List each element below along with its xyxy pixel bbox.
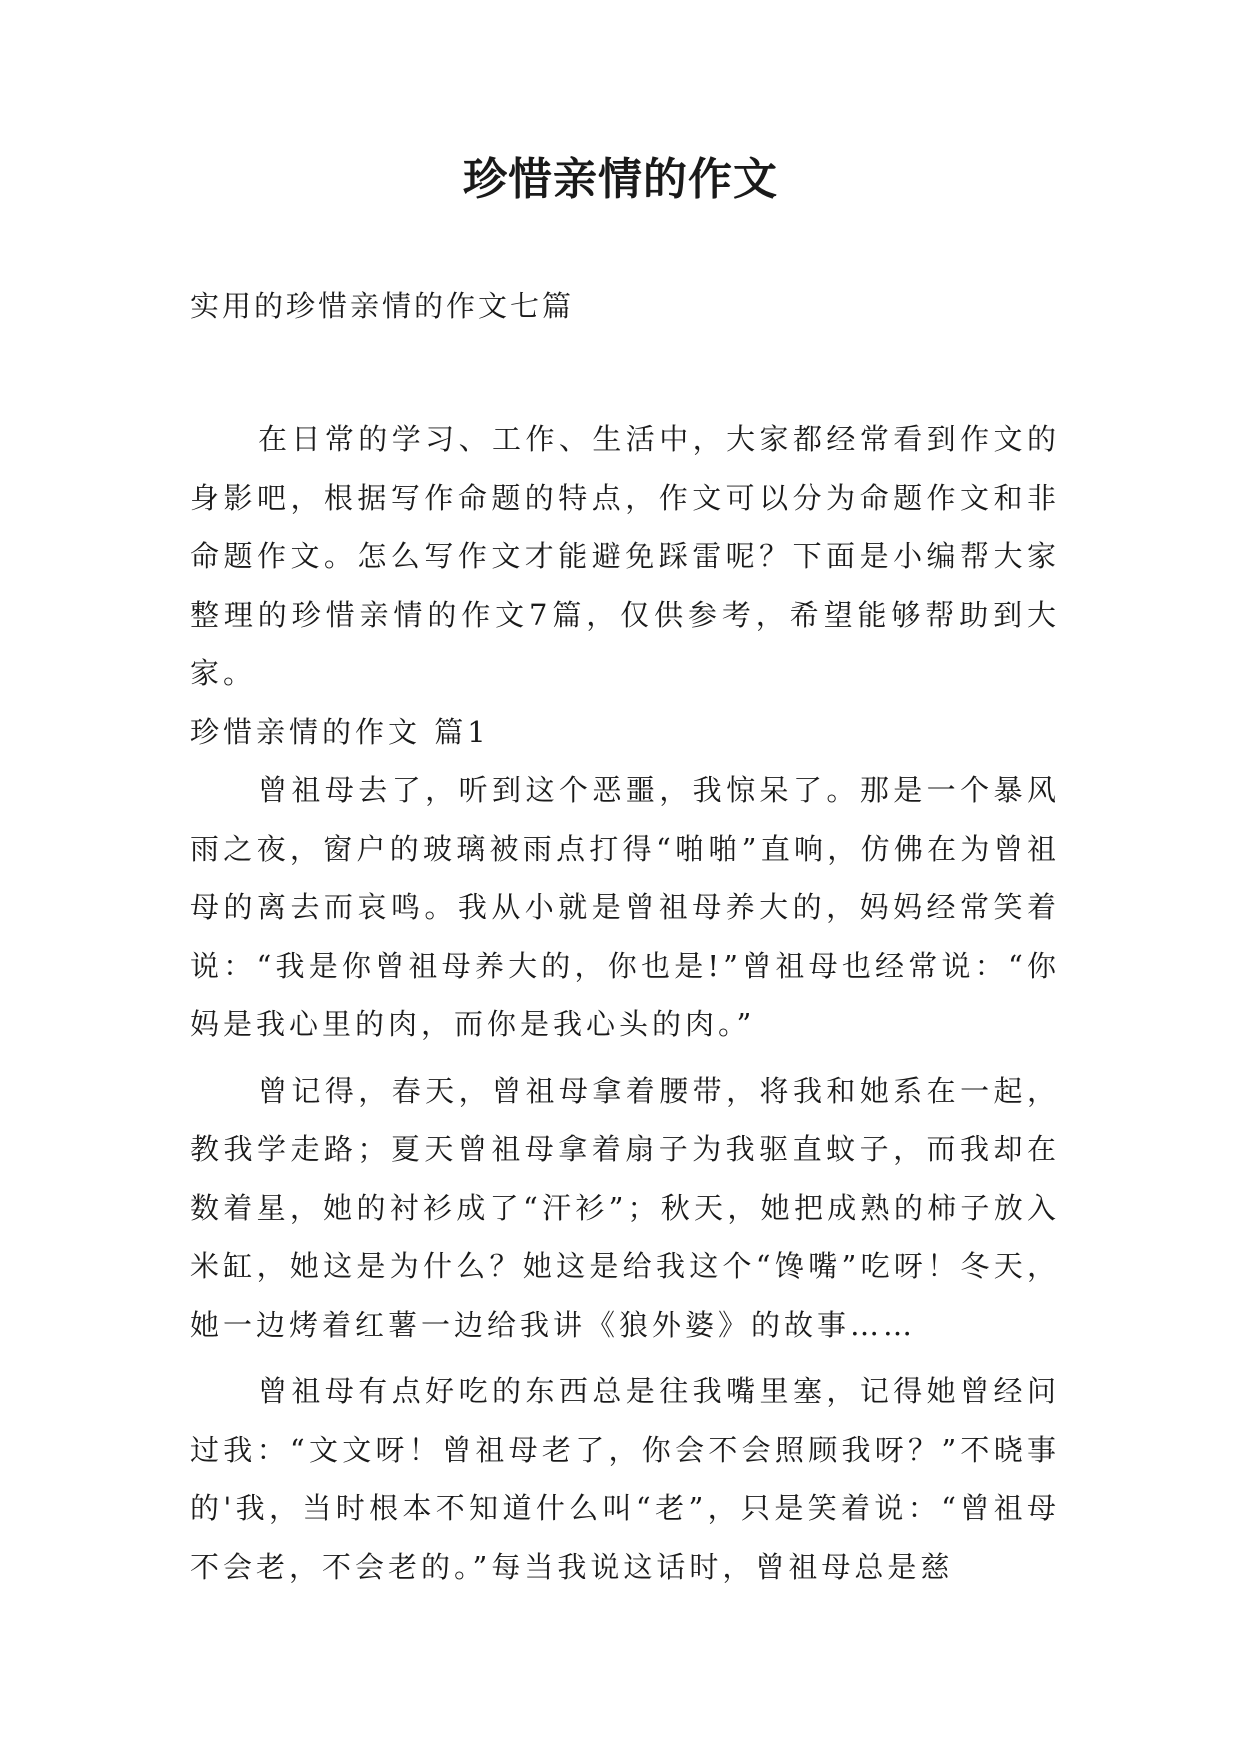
document-subtitle: 实用的珍惜亲情的作文七篇 bbox=[190, 289, 575, 323]
document-body bbox=[190, 410, 1060, 1596]
body-paragraph: 曾祖母有点好吃的东西总是往我嘴里塞，记得她曾经问过我：“文文呀！曾祖母老了，你会不会照顾我呀？”不晓事的'我，当时根本不知道什么叫“老”，只是笑着说：“曾祖母不会老，不会老的。”每当我说这话时，曾祖母总是慈 bbox=[190, 1374, 1060, 1584]
document-title: 珍惜亲情的作文 bbox=[463, 154, 778, 205]
section-heading: 珍惜亲情的作文 篇1 bbox=[190, 714, 490, 749]
body-paragraph: 曾祖母去了，听到这个恶噩，我惊呆了。那是一个暴风雨之夜，窗户的玻璃被雨点打得“啪啪”直响，仿佛在为曾祖母的离去而哀鸣。我从小就是曾祖母养大的，妈妈经常笑着说：“我是你曾祖母养大的，你也是!”曾祖母也经常说：“你妈是我心里的肉，而你是我心头的肉。” bbox=[190, 773, 1060, 1041]
body-paragraph: 曾记得，春天，曾祖母拿着腰带，将我和她系在一起，教我学走路；夏天曾祖母拿着扇子为我驱直蚊子，而我却在数着星，她的衬衫成了“汗衫”；秋天，她把成熟的柿子放入米缸，她这是为什么？她这是给我这个“馋嘴”吃呀！冬天，她一边烤着红薯一边给我讲《狼外婆》的故事…… bbox=[190, 1073, 1060, 1342]
intro-paragraph: 在日常的学习、工作、生活中，大家都经常看到作文的身影吧，根据写作命题的特点，作文可以分为命题作文和非命题作文。怎么写作文才能避免踩雷呢？下面是小编帮大家整理的珍惜亲情的作文7篇，仅供参考，希望能够帮助到大家。 bbox=[190, 422, 1060, 690]
